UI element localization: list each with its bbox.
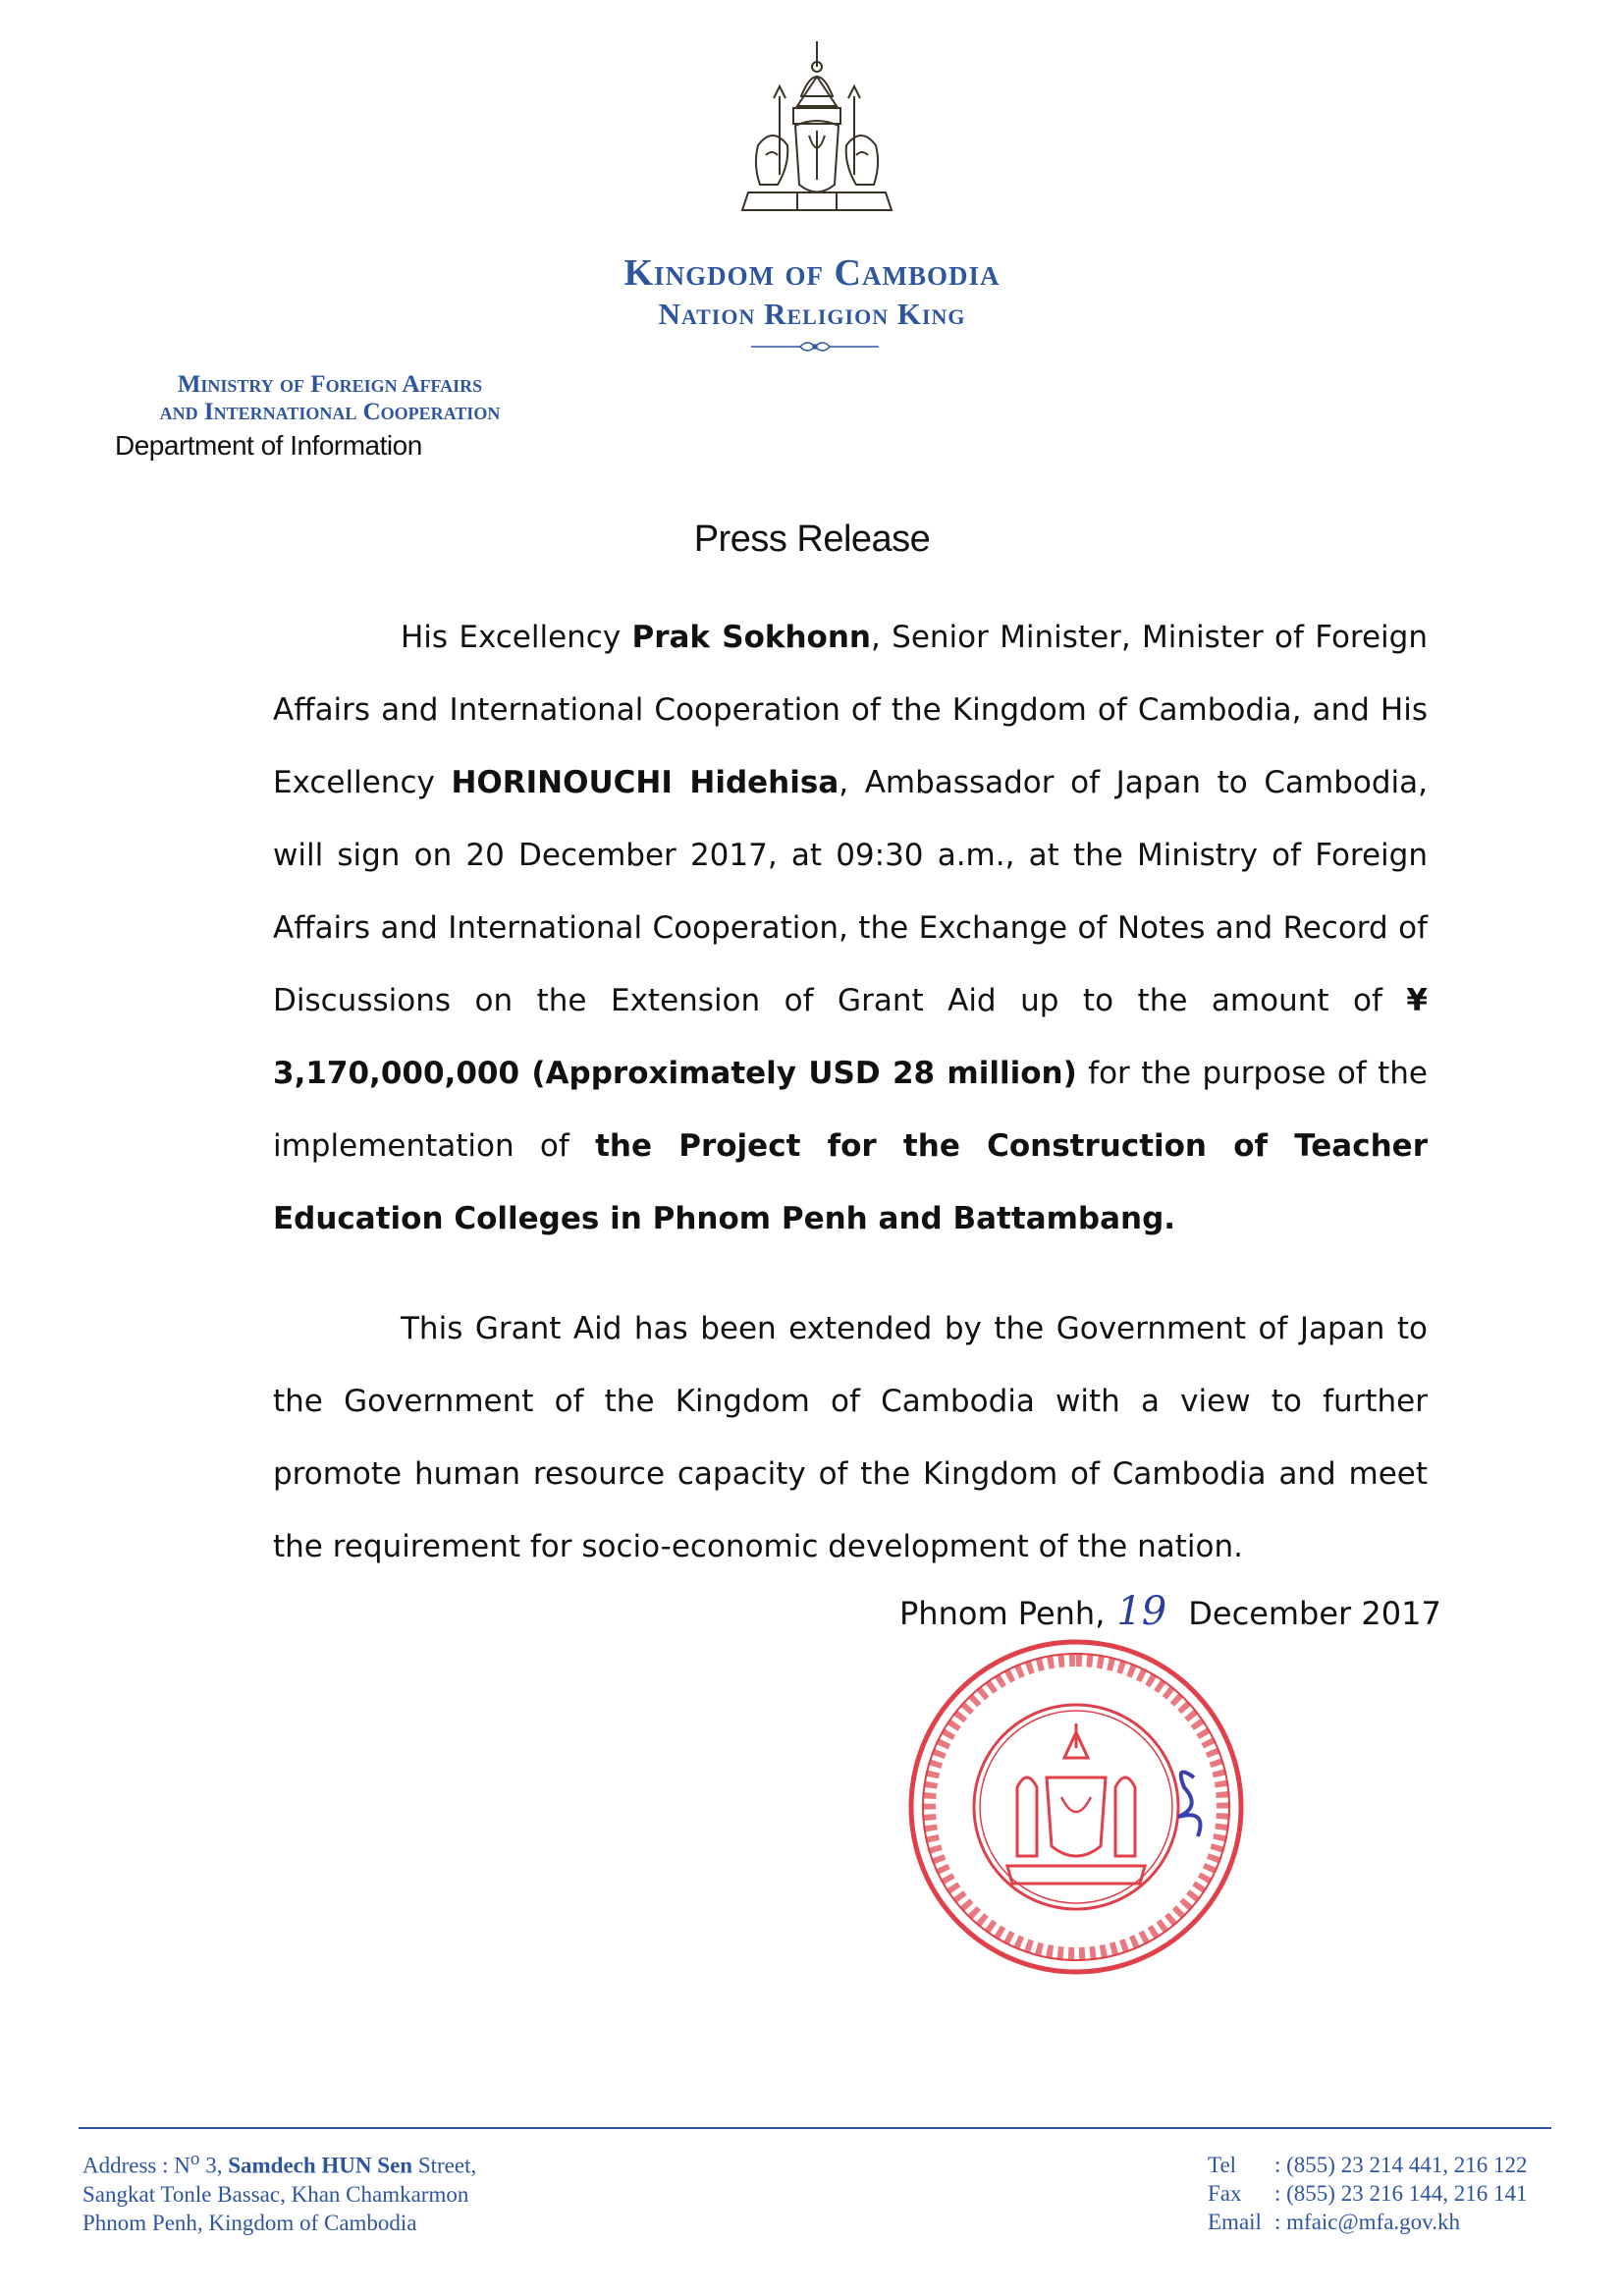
- grant-amount: ¥ 3,170,000,000 (Approximately USD 28 million): [273, 983, 1428, 1091]
- footer-contact: [1208, 2151, 1527, 2236]
- official-seal-stamp-icon: [899, 1630, 1253, 1984]
- fax-value: : (855) 23 216 144, 216 141: [1274, 2181, 1528, 2206]
- minister-name: Prak Sokhonn: [631, 620, 871, 655]
- ornament-divider-icon: [741, 337, 889, 356]
- dateline: [899, 1589, 1441, 1634]
- purpose-text: This Grant Aid has been extended by the Government of Japan to the Government of the Kingdom of Cambodia with a view to further promote human resource capacity of the Kingdom of Cambodia and meet the requirement for socio-economic development of the nation.: [273, 1311, 1428, 1564]
- text-span: for the purpose of the implementation of: [273, 1056, 1428, 1164]
- text-span: , Ambassador of Japan to Cambodia, will sign on 20 December 2017, at 09:30 a.m., at the Ministry of Foreign Affairs and International Cooperation, the Exchange of Notes and Record of Discussions on the Extension of Grant Aid up to the amount of: [273, 765, 1429, 1018]
- address-street-suffix: Street,: [412, 2153, 477, 2178]
- text-span: His Excellency: [401, 620, 632, 655]
- tel-value: : (855) 23 214 441, 216 122: [1274, 2153, 1528, 2177]
- address-line2: Sangkat Tonle Bassac, Khan Chamkarmon: [82, 2181, 469, 2207]
- paragraph-announcement: [273, 601, 1428, 1255]
- ministry-name-line1: Ministry of Foreign Affairs: [177, 371, 483, 398]
- paragraph-purpose: [273, 1292, 1428, 1583]
- address-prefix: Address : N: [82, 2153, 190, 2178]
- ministry-name-line2: and International Cooperation: [159, 399, 501, 425]
- dateline-place: Phnom Penh,: [899, 1595, 1106, 1632]
- country-heading: Kingdom of Cambodia: [623, 252, 1001, 294]
- page-title: Press Release: [693, 519, 931, 560]
- national-motto: Nation Religion King: [658, 297, 966, 331]
- project-name: the Project for the Construction of Teacher Education Colleges in Phnom Penh and Battambang.: [273, 1128, 1428, 1236]
- address-number: 3,: [199, 2153, 229, 2178]
- address-line3: Phnom Penh, Kingdom of Cambodia: [82, 2210, 417, 2235]
- footer-address: [82, 2145, 476, 2237]
- dateline-day-handwritten: 19: [1116, 1589, 1167, 1634]
- department-name: Department of Information: [115, 430, 422, 461]
- tel-label: Tel: [1208, 2153, 1237, 2177]
- dateline-month-year: December 2017: [1188, 1595, 1441, 1632]
- email-value: : mfaic@mfa.gov.kh: [1274, 2210, 1460, 2234]
- fax-label: Fax: [1208, 2181, 1242, 2206]
- text-span: , Senior Minister, Minister of Foreign Affairs and International Cooperation of the Kingdom of Cambodia, and His Excellency: [273, 620, 1428, 800]
- email-label: Email: [1208, 2210, 1262, 2234]
- address-number-sup: o: [189, 2149, 200, 2169]
- footer-divider: [79, 2127, 1551, 2129]
- royal-coat-of-arms-icon: [719, 37, 915, 234]
- ambassador-name: HORINOUCHI Hidehisa: [451, 765, 839, 800]
- address-street-name: Samdech HUN Sen: [228, 2153, 413, 2178]
